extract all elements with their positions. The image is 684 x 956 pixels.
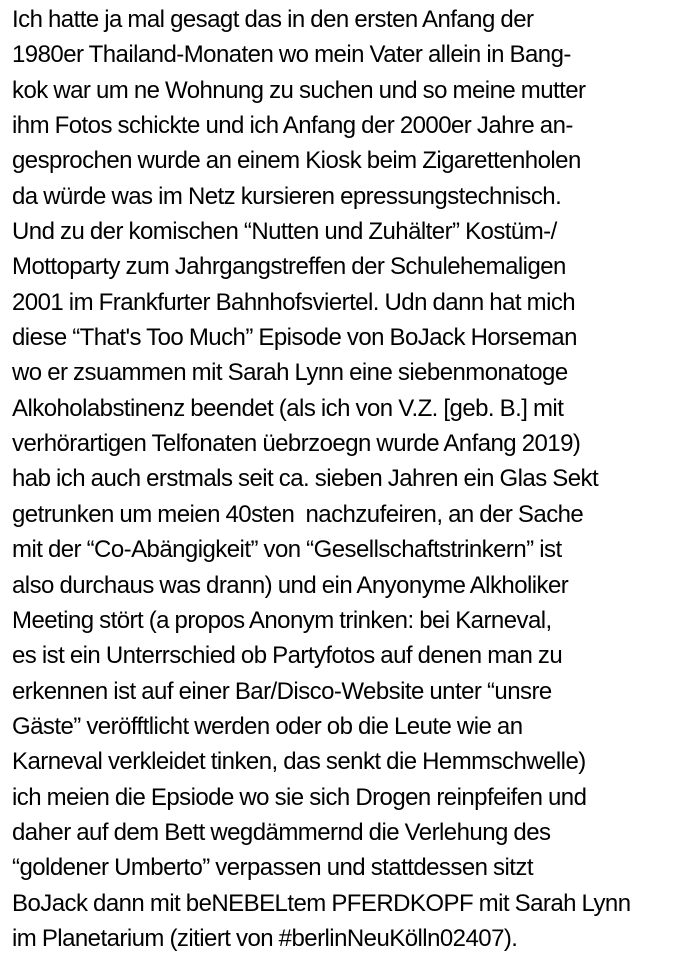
text-line: ihm Fotos schickte und ich Anfang der 2000er Jahre an- bbox=[12, 112, 573, 140]
text-line: Und zu der komischen “Nutten und Zuhälter” Kostüm-/ bbox=[12, 218, 557, 246]
text-line: 2001 im Frankfurter Bahnhofsviertel. Udn dann hat mich bbox=[12, 288, 576, 316]
text-line: ich meien die Epsiode wo sie sich Drogen reinpfeifen und bbox=[12, 783, 587, 811]
text-line: wo er zsuammen mit Sarah Lynn eine siebenmonatoge bbox=[12, 359, 568, 387]
text-line: Alkoholabstinenz beendet (als ich von V.Z. [geb. B.] mit bbox=[12, 394, 564, 422]
text-line: verhörartigen Telfonaten üebrzoegn wurde Anfang 2019) bbox=[12, 430, 581, 458]
text-line: Meeting stört (a propos Anonym trinken: bei Karneval, bbox=[12, 606, 552, 634]
text-line: Karneval verkleidet tinken, das senkt die Hemmschwelle) bbox=[12, 748, 586, 776]
text-line: daher auf dem Bett wegdämmernd die Verlehung des bbox=[12, 818, 551, 846]
text-line: hab ich auch erstmals seit ca. sieben Jahren ein Glas Sekt bbox=[12, 465, 599, 493]
text-line: getrunken um meien 40sten nachzufeiren, an der Sache bbox=[12, 500, 584, 528]
text-line: BoJack dann mit beNEBELtem PFERDKOPF mit Sarah Lynn bbox=[12, 889, 631, 917]
text-line: da würde was im Netz kursieren epressungstechnisch. bbox=[12, 182, 562, 210]
text-line: diese “That's Too Much” Episode von BoJack Horseman bbox=[12, 324, 577, 352]
text-line: im Planetarium (zitiert von #berlinNeuKölln02407). bbox=[12, 924, 518, 952]
text-line: also durchaus was drann) und ein Anyonyme Alkholiker bbox=[12, 571, 569, 599]
text-line: “goldener Umberto” verpassen und stattdessen sitzt bbox=[12, 854, 533, 882]
text-line: gesprochen wurde an einem Kiosk beim Zigarettenholen bbox=[12, 147, 581, 175]
text-line: kok war um ne Wohnung zu suchen und so meine mutter bbox=[12, 76, 586, 104]
text-line: 1980er Thailand-Monaten wo mein Vater allein in Bang- bbox=[12, 41, 571, 69]
text-line: mit der “Co-Abängigkeit” von “Gesellschaftstrinkern” ist bbox=[12, 536, 562, 564]
body-text bbox=[12, 2, 684, 956]
text-line: Mottoparty zum Jahrgangstreffen der Schulehemaligen bbox=[12, 253, 566, 281]
text-line: Gäste” veröfftlicht werden oder ob die Leute wie an bbox=[12, 712, 523, 740]
text-line: erkennen ist auf einer Bar/Disco-Website unter “unsre bbox=[12, 677, 552, 705]
text-line: es ist ein Unterrschied ob Partyfotos auf denen man zu bbox=[12, 642, 563, 670]
text-line: Ich hatte ja mal gesagt das in den ersten Anfang der bbox=[12, 6, 534, 33]
